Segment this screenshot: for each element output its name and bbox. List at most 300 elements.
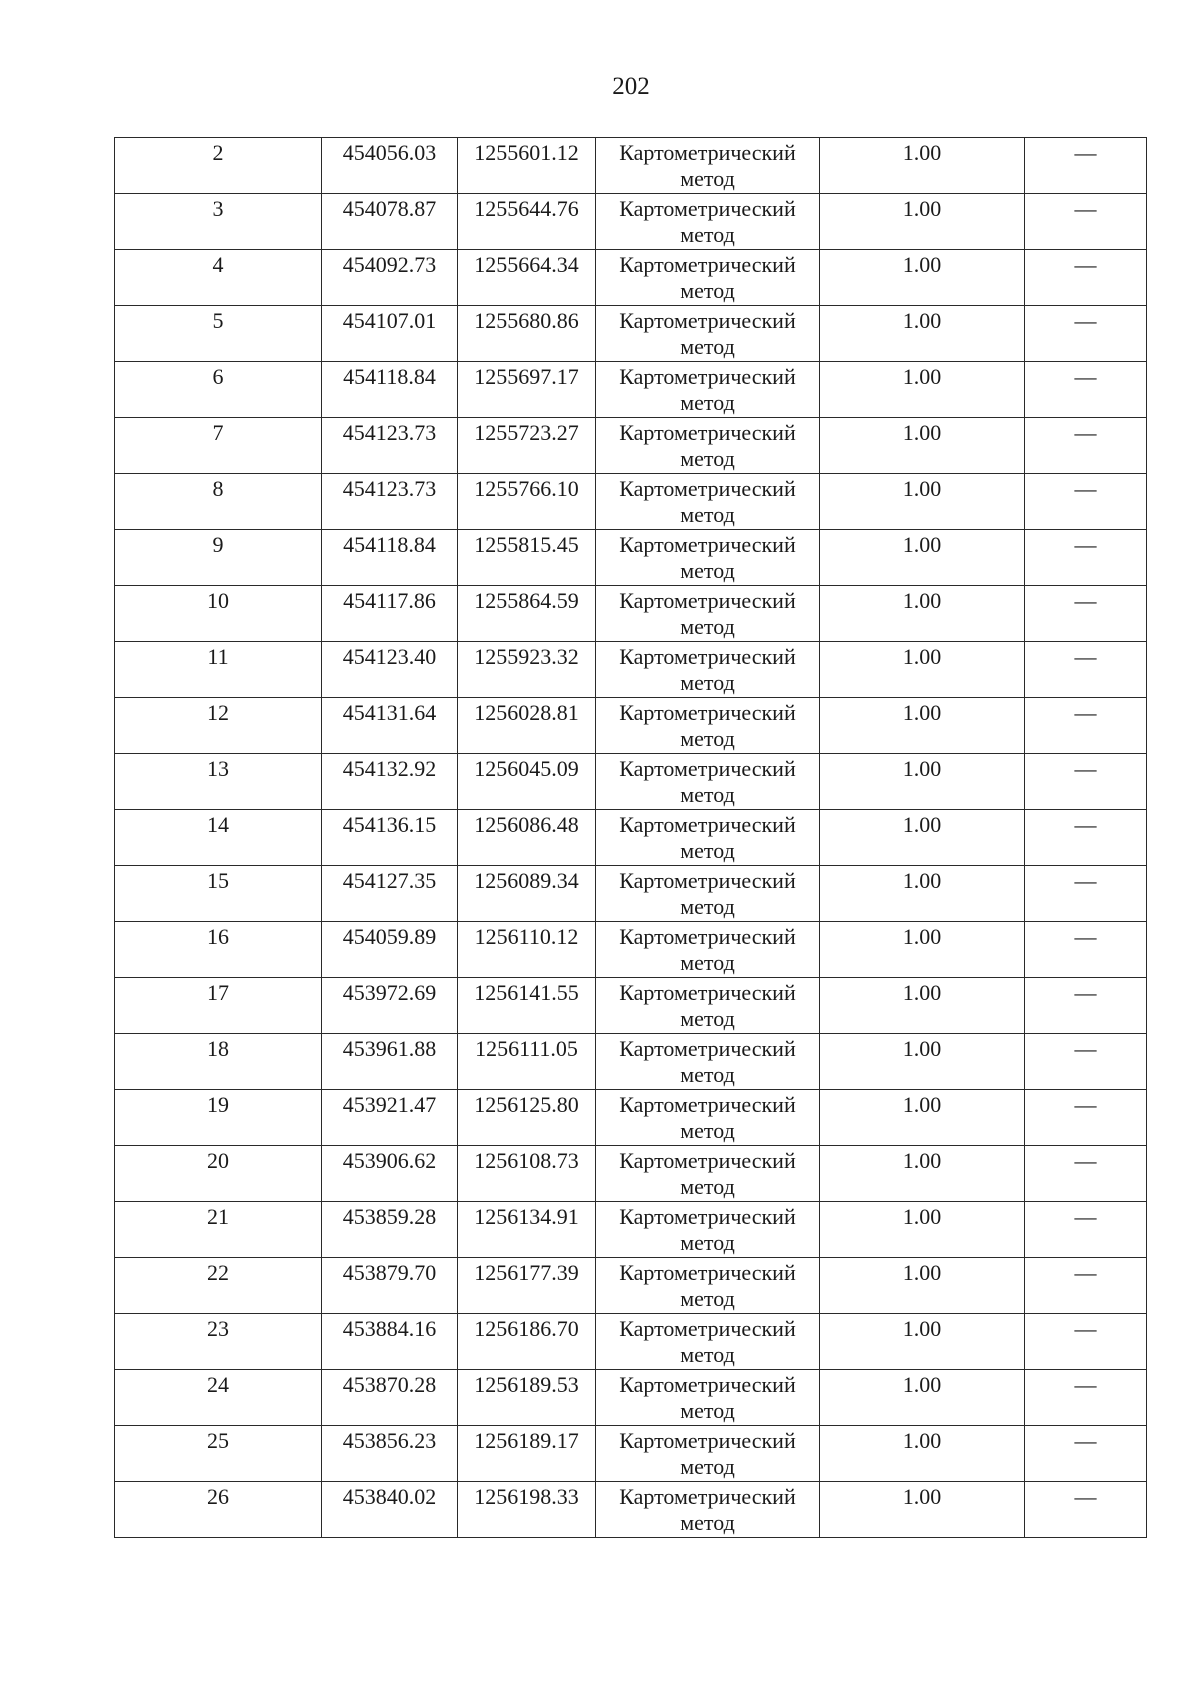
description-cell bbox=[1025, 1426, 1147, 1482]
table-row bbox=[115, 586, 1147, 642]
method-line-1: Картометрический bbox=[619, 868, 796, 893]
description-cell-text: — bbox=[1074, 756, 1097, 781]
x-coordinate-cell-text: 454136.15 bbox=[342, 812, 437, 837]
coordinates-table-body bbox=[115, 138, 1147, 1538]
x-coordinate-cell bbox=[322, 530, 458, 586]
y-coordinate-cell-text: 1256198.33 bbox=[474, 1484, 579, 1509]
y-coordinate-cell-text: 1256086.48 bbox=[474, 812, 579, 837]
accuracy-cell-text: 1.00 bbox=[902, 1484, 942, 1509]
x-coordinate-cell-text: 454123.40 bbox=[342, 644, 437, 669]
y-coordinate-cell bbox=[458, 642, 596, 698]
description-cell bbox=[1025, 754, 1147, 810]
accuracy-cell bbox=[820, 250, 1025, 306]
method-line-1: Картометрический bbox=[619, 756, 796, 781]
point-number-cell-text: 24 bbox=[207, 1372, 229, 1397]
accuracy-cell-text: 1.00 bbox=[902, 812, 942, 837]
description-cell bbox=[1025, 306, 1147, 362]
method-cell bbox=[596, 1482, 820, 1538]
method-line-2: метод bbox=[680, 670, 735, 695]
method-line-1: Картометрический bbox=[619, 140, 796, 165]
method-line-2: метод bbox=[680, 1398, 735, 1423]
point-number-cell bbox=[115, 698, 322, 754]
description-cell-text: — bbox=[1074, 1148, 1097, 1173]
x-coordinate-cell-text: 454123.73 bbox=[342, 420, 437, 445]
table-row bbox=[115, 754, 1147, 810]
method-line-1: Картометрический bbox=[619, 1148, 796, 1173]
y-coordinate-cell-text: 1256108.73 bbox=[474, 1148, 579, 1173]
method-cell bbox=[596, 978, 820, 1034]
accuracy-cell bbox=[820, 1146, 1025, 1202]
table-row bbox=[115, 1258, 1147, 1314]
description-cell-text: — bbox=[1074, 1036, 1097, 1061]
description-cell-text: — bbox=[1074, 924, 1097, 949]
table-row bbox=[115, 1482, 1147, 1538]
method-line-1: Картометрический bbox=[619, 308, 796, 333]
table-row bbox=[115, 922, 1147, 978]
accuracy-cell-text: 1.00 bbox=[902, 1204, 942, 1229]
point-number-cell-text: 13 bbox=[207, 756, 229, 781]
point-number-cell bbox=[115, 642, 322, 698]
description-cell bbox=[1025, 530, 1147, 586]
point-number-cell-text: 5 bbox=[212, 308, 224, 333]
accuracy-cell bbox=[820, 1090, 1025, 1146]
point-number-cell-text: 15 bbox=[207, 868, 229, 893]
x-coordinate-cell bbox=[322, 978, 458, 1034]
y-coordinate-cell bbox=[458, 194, 596, 250]
table-row bbox=[115, 138, 1147, 194]
point-number-cell-text: 17 bbox=[207, 980, 229, 1005]
x-coordinate-cell-text: 453879.70 bbox=[342, 1260, 437, 1285]
method-text bbox=[596, 1314, 819, 1368]
x-coordinate-cell bbox=[322, 1258, 458, 1314]
accuracy-cell bbox=[820, 586, 1025, 642]
table-row bbox=[115, 642, 1147, 698]
x-coordinate-cell bbox=[322, 194, 458, 250]
point-number-cell-text: 16 bbox=[207, 924, 229, 949]
description-cell bbox=[1025, 362, 1147, 418]
point-number-cell bbox=[115, 250, 322, 306]
point-number-cell bbox=[115, 866, 322, 922]
x-coordinate-cell-text: 454127.35 bbox=[342, 868, 437, 893]
method-line-2: метод bbox=[680, 1174, 735, 1199]
method-cell bbox=[596, 810, 820, 866]
method-cell bbox=[596, 1314, 820, 1370]
description-cell-text: — bbox=[1074, 196, 1097, 221]
y-coordinate-cell bbox=[458, 1314, 596, 1370]
description-cell-text: — bbox=[1074, 532, 1097, 557]
x-coordinate-cell bbox=[322, 1202, 458, 1258]
description-cell-text: — bbox=[1074, 140, 1097, 165]
description-cell-text: — bbox=[1074, 420, 1097, 445]
x-coordinate-cell bbox=[322, 754, 458, 810]
method-line-1: Картометрический bbox=[619, 364, 796, 389]
y-coordinate-cell bbox=[458, 1202, 596, 1258]
y-coordinate-cell-text: 1255923.32 bbox=[474, 644, 579, 669]
method-text bbox=[596, 418, 819, 472]
point-number-cell-text: 8 bbox=[212, 476, 224, 501]
description-cell bbox=[1025, 698, 1147, 754]
description-cell-text: — bbox=[1074, 980, 1097, 1005]
description-cell-text: — bbox=[1074, 1316, 1097, 1341]
method-text bbox=[596, 530, 819, 584]
accuracy-cell-text: 1.00 bbox=[902, 1036, 942, 1061]
method-line-2: метод bbox=[680, 950, 735, 975]
method-text bbox=[596, 1090, 819, 1144]
accuracy-cell bbox=[820, 1202, 1025, 1258]
point-number-cell-text: 14 bbox=[207, 812, 229, 837]
method-cell bbox=[596, 530, 820, 586]
method-line-1: Картометрический bbox=[619, 1372, 796, 1397]
x-coordinate-cell-text: 453884.16 bbox=[342, 1316, 437, 1341]
point-number-cell bbox=[115, 138, 322, 194]
y-coordinate-cell-text: 1255815.45 bbox=[474, 532, 579, 557]
x-coordinate-cell-text: 453840.02 bbox=[342, 1484, 437, 1509]
accuracy-cell-text: 1.00 bbox=[902, 868, 942, 893]
method-cell bbox=[596, 1370, 820, 1426]
method-text bbox=[596, 194, 819, 248]
point-number-cell bbox=[115, 1090, 322, 1146]
method-text bbox=[596, 474, 819, 528]
accuracy-cell bbox=[820, 1258, 1025, 1314]
x-coordinate-cell bbox=[322, 1426, 458, 1482]
y-coordinate-cell-text: 1255680.86 bbox=[474, 308, 579, 333]
table-row bbox=[115, 1314, 1147, 1370]
table-row bbox=[115, 1202, 1147, 1258]
method-line-2: метод bbox=[680, 1286, 735, 1311]
method-text bbox=[596, 978, 819, 1032]
table-row bbox=[115, 194, 1147, 250]
accuracy-cell-text: 1.00 bbox=[902, 1372, 942, 1397]
method-text bbox=[596, 698, 819, 752]
y-coordinate-cell-text: 1255723.27 bbox=[474, 420, 579, 445]
accuracy-cell bbox=[820, 810, 1025, 866]
table-row bbox=[115, 418, 1147, 474]
method-cell bbox=[596, 306, 820, 362]
x-coordinate-cell-text: 454123.73 bbox=[342, 476, 437, 501]
y-coordinate-cell bbox=[458, 418, 596, 474]
method-line-2: метод bbox=[680, 558, 735, 583]
description-cell bbox=[1025, 250, 1147, 306]
accuracy-cell bbox=[820, 1370, 1025, 1426]
method-text bbox=[596, 250, 819, 304]
y-coordinate-cell bbox=[458, 1426, 596, 1482]
description-cell-text: — bbox=[1074, 812, 1097, 837]
point-number-cell bbox=[115, 530, 322, 586]
y-coordinate-cell bbox=[458, 978, 596, 1034]
y-coordinate-cell bbox=[458, 866, 596, 922]
x-coordinate-cell-text: 453972.69 bbox=[342, 980, 437, 1005]
accuracy-cell bbox=[820, 866, 1025, 922]
y-coordinate-cell-text: 1255864.59 bbox=[474, 588, 579, 613]
y-coordinate-cell-text: 1256111.05 bbox=[475, 1036, 578, 1061]
x-coordinate-cell-text: 454131.64 bbox=[342, 700, 437, 725]
table-row bbox=[115, 866, 1147, 922]
y-coordinate-cell bbox=[458, 362, 596, 418]
accuracy-cell bbox=[820, 362, 1025, 418]
accuracy-cell bbox=[820, 1426, 1025, 1482]
x-coordinate-cell bbox=[322, 922, 458, 978]
y-coordinate-cell bbox=[458, 250, 596, 306]
method-cell bbox=[596, 418, 820, 474]
point-number-cell-text: 3 bbox=[212, 196, 224, 221]
method-line-2: метод bbox=[680, 1006, 735, 1031]
point-number-cell-text: 10 bbox=[207, 588, 229, 613]
method-line-1: Картометрический bbox=[619, 420, 796, 445]
description-cell bbox=[1025, 642, 1147, 698]
description-cell bbox=[1025, 1482, 1147, 1538]
accuracy-cell bbox=[820, 1482, 1025, 1538]
method-text bbox=[596, 1482, 819, 1536]
accuracy-cell bbox=[820, 754, 1025, 810]
point-number-cell-text: 6 bbox=[212, 364, 224, 389]
y-coordinate-cell bbox=[458, 306, 596, 362]
x-coordinate-cell bbox=[322, 810, 458, 866]
method-line-1: Картометрический bbox=[619, 980, 796, 1005]
point-number-cell bbox=[115, 586, 322, 642]
x-coordinate-cell bbox=[322, 306, 458, 362]
method-line-1: Картометрический bbox=[619, 700, 796, 725]
description-cell-text: — bbox=[1074, 700, 1097, 725]
point-number-cell bbox=[115, 754, 322, 810]
y-coordinate-cell-text: 1255644.76 bbox=[474, 196, 579, 221]
accuracy-cell-text: 1.00 bbox=[902, 252, 942, 277]
method-line-1: Картометрический bbox=[619, 252, 796, 277]
x-coordinate-cell-text: 454117.86 bbox=[343, 588, 436, 613]
table-row bbox=[115, 362, 1147, 418]
method-line-2: метод bbox=[680, 1454, 735, 1479]
point-number-cell bbox=[115, 1482, 322, 1538]
table-row bbox=[115, 698, 1147, 754]
accuracy-cell bbox=[820, 194, 1025, 250]
point-number-cell bbox=[115, 362, 322, 418]
method-line-2: метод bbox=[680, 894, 735, 919]
x-coordinate-cell-text: 453856.23 bbox=[342, 1428, 437, 1453]
method-cell bbox=[596, 642, 820, 698]
description-cell bbox=[1025, 586, 1147, 642]
table-row bbox=[115, 250, 1147, 306]
point-number-cell bbox=[115, 418, 322, 474]
accuracy-cell-text: 1.00 bbox=[902, 476, 942, 501]
method-cell bbox=[596, 194, 820, 250]
description-cell bbox=[1025, 1146, 1147, 1202]
x-coordinate-cell bbox=[322, 138, 458, 194]
description-cell-text: — bbox=[1074, 476, 1097, 501]
y-coordinate-cell bbox=[458, 922, 596, 978]
method-line-2: метод bbox=[680, 1230, 735, 1255]
accuracy-cell-text: 1.00 bbox=[902, 588, 942, 613]
description-cell bbox=[1025, 1202, 1147, 1258]
accuracy-cell bbox=[820, 922, 1025, 978]
method-text bbox=[596, 1146, 819, 1200]
y-coordinate-cell-text: 1256141.55 bbox=[474, 980, 579, 1005]
method-text bbox=[596, 1426, 819, 1480]
method-line-1: Картометрический bbox=[619, 644, 796, 669]
method-line-2: метод bbox=[680, 446, 735, 471]
point-number-cell-text: 18 bbox=[207, 1036, 229, 1061]
y-coordinate-cell-text: 1256045.09 bbox=[474, 756, 579, 781]
method-line-2: метод bbox=[680, 838, 735, 863]
method-line-2: метод bbox=[680, 390, 735, 415]
method-line-2: метод bbox=[680, 334, 735, 359]
accuracy-cell bbox=[820, 978, 1025, 1034]
description-cell-text: — bbox=[1074, 868, 1097, 893]
point-number-cell-text: 2 bbox=[212, 140, 224, 165]
x-coordinate-cell bbox=[322, 866, 458, 922]
method-line-1: Картометрический bbox=[619, 1092, 796, 1117]
method-line-2: метод bbox=[680, 222, 735, 247]
method-line-1: Картометрический bbox=[619, 1260, 796, 1285]
accuracy-cell bbox=[820, 642, 1025, 698]
method-line-2: метод bbox=[680, 726, 735, 751]
accuracy-cell bbox=[820, 474, 1025, 530]
y-coordinate-cell-text: 1256189.17 bbox=[474, 1428, 579, 1453]
point-number-cell bbox=[115, 978, 322, 1034]
point-number-cell bbox=[115, 194, 322, 250]
accuracy-cell bbox=[820, 530, 1025, 586]
method-line-2: метод bbox=[680, 166, 735, 191]
method-text bbox=[596, 810, 819, 864]
method-line-1: Картометрический bbox=[619, 1484, 796, 1509]
y-coordinate-cell bbox=[458, 1482, 596, 1538]
accuracy-cell-text: 1.00 bbox=[902, 1260, 942, 1285]
accuracy-cell-text: 1.00 bbox=[902, 308, 942, 333]
point-number-cell-text: 21 bbox=[207, 1204, 229, 1229]
method-line-1: Картометрический bbox=[619, 1316, 796, 1341]
x-coordinate-cell bbox=[322, 1482, 458, 1538]
y-coordinate-cell bbox=[458, 586, 596, 642]
method-cell bbox=[596, 1034, 820, 1090]
accuracy-cell bbox=[820, 1034, 1025, 1090]
accuracy-cell-text: 1.00 bbox=[902, 924, 942, 949]
method-cell bbox=[596, 922, 820, 978]
method-cell bbox=[596, 698, 820, 754]
accuracy-cell bbox=[820, 306, 1025, 362]
point-number-cell-text: 25 bbox=[207, 1428, 229, 1453]
description-cell-text: — bbox=[1074, 308, 1097, 333]
method-text bbox=[596, 138, 819, 192]
x-coordinate-cell-text: 453921.47 bbox=[342, 1092, 437, 1117]
accuracy-cell-text: 1.00 bbox=[902, 140, 942, 165]
method-cell bbox=[596, 250, 820, 306]
method-cell bbox=[596, 866, 820, 922]
point-number-cell bbox=[115, 1370, 322, 1426]
accuracy-cell bbox=[820, 418, 1025, 474]
method-text bbox=[596, 1370, 819, 1424]
point-number-cell bbox=[115, 1202, 322, 1258]
point-number-cell-text: 7 bbox=[212, 420, 224, 445]
x-coordinate-cell bbox=[322, 642, 458, 698]
point-number-cell bbox=[115, 1426, 322, 1482]
method-line-2: метод bbox=[680, 614, 735, 639]
accuracy-cell-text: 1.00 bbox=[902, 420, 942, 445]
point-number-cell bbox=[115, 306, 322, 362]
description-cell bbox=[1025, 1314, 1147, 1370]
method-text bbox=[596, 1258, 819, 1312]
method-cell bbox=[596, 1258, 820, 1314]
x-coordinate-cell-text: 453870.28 bbox=[342, 1372, 437, 1397]
table-row bbox=[115, 306, 1147, 362]
x-coordinate-cell-text: 454118.84 bbox=[343, 532, 436, 557]
x-coordinate-cell bbox=[322, 1090, 458, 1146]
method-text bbox=[596, 1202, 819, 1256]
description-cell-text: — bbox=[1074, 1372, 1097, 1397]
point-number-cell bbox=[115, 1034, 322, 1090]
description-cell bbox=[1025, 866, 1147, 922]
description-cell bbox=[1025, 810, 1147, 866]
x-coordinate-cell-text: 454107.01 bbox=[342, 308, 437, 333]
y-coordinate-cell-text: 1256028.81 bbox=[474, 700, 579, 725]
table-row bbox=[115, 1370, 1147, 1426]
accuracy-cell bbox=[820, 698, 1025, 754]
method-line-2: метод bbox=[680, 1062, 735, 1087]
description-cell-text: — bbox=[1074, 644, 1097, 669]
x-coordinate-cell-text: 454132.92 bbox=[342, 756, 437, 781]
method-text bbox=[596, 1034, 819, 1088]
method-cell bbox=[596, 586, 820, 642]
accuracy-cell-text: 1.00 bbox=[902, 980, 942, 1005]
y-coordinate-cell bbox=[458, 1146, 596, 1202]
method-line-1: Картометрический bbox=[619, 812, 796, 837]
description-cell-text: — bbox=[1074, 252, 1097, 277]
method-line-2: метод bbox=[680, 1118, 735, 1143]
x-coordinate-cell bbox=[322, 250, 458, 306]
accuracy-cell-text: 1.00 bbox=[902, 1092, 942, 1117]
method-cell bbox=[596, 474, 820, 530]
y-coordinate-cell bbox=[458, 1034, 596, 1090]
point-number-cell-text: 4 bbox=[212, 252, 224, 277]
description-cell bbox=[1025, 418, 1147, 474]
description-cell-text: — bbox=[1074, 364, 1097, 389]
method-line-2: метод bbox=[680, 1342, 735, 1367]
accuracy-cell-text: 1.00 bbox=[902, 756, 942, 781]
y-coordinate-cell bbox=[458, 138, 596, 194]
accuracy-cell-text: 1.00 bbox=[902, 364, 942, 389]
x-coordinate-cell-text: 453961.88 bbox=[342, 1036, 437, 1061]
method-line-1: Картометрический bbox=[619, 924, 796, 949]
table-row bbox=[115, 1034, 1147, 1090]
y-coordinate-cell-text: 1255601.12 bbox=[474, 140, 579, 165]
y-coordinate-cell-text: 1255664.34 bbox=[474, 252, 579, 277]
coordinates-table bbox=[114, 137, 1147, 1538]
y-coordinate-cell bbox=[458, 1258, 596, 1314]
x-coordinate-cell-text: 454056.03 bbox=[342, 140, 437, 165]
x-coordinate-cell bbox=[322, 362, 458, 418]
accuracy-cell-text: 1.00 bbox=[902, 700, 942, 725]
method-line-1: Картометрический bbox=[619, 476, 796, 501]
method-cell bbox=[596, 1146, 820, 1202]
y-coordinate-cell-text: 1256134.91 bbox=[474, 1204, 579, 1229]
accuracy-cell-text: 1.00 bbox=[902, 532, 942, 557]
point-number-cell-text: 12 bbox=[207, 700, 229, 725]
y-coordinate-cell-text: 1256089.34 bbox=[474, 868, 579, 893]
y-coordinate-cell-text: 1256189.53 bbox=[474, 1372, 579, 1397]
table-row bbox=[115, 978, 1147, 1034]
page-number: 202 bbox=[612, 73, 650, 100]
description-cell-text: — bbox=[1074, 1428, 1097, 1453]
y-coordinate-cell bbox=[458, 1090, 596, 1146]
description-cell bbox=[1025, 1258, 1147, 1314]
y-coordinate-cell bbox=[458, 1370, 596, 1426]
y-coordinate-cell bbox=[458, 474, 596, 530]
method-line-2: метод bbox=[680, 502, 735, 527]
x-coordinate-cell bbox=[322, 474, 458, 530]
method-cell bbox=[596, 1426, 820, 1482]
y-coordinate-cell-text: 1256110.12 bbox=[474, 924, 579, 949]
method-text bbox=[596, 754, 819, 808]
table-row bbox=[115, 1146, 1147, 1202]
method-cell bbox=[596, 1202, 820, 1258]
point-number-cell bbox=[115, 922, 322, 978]
